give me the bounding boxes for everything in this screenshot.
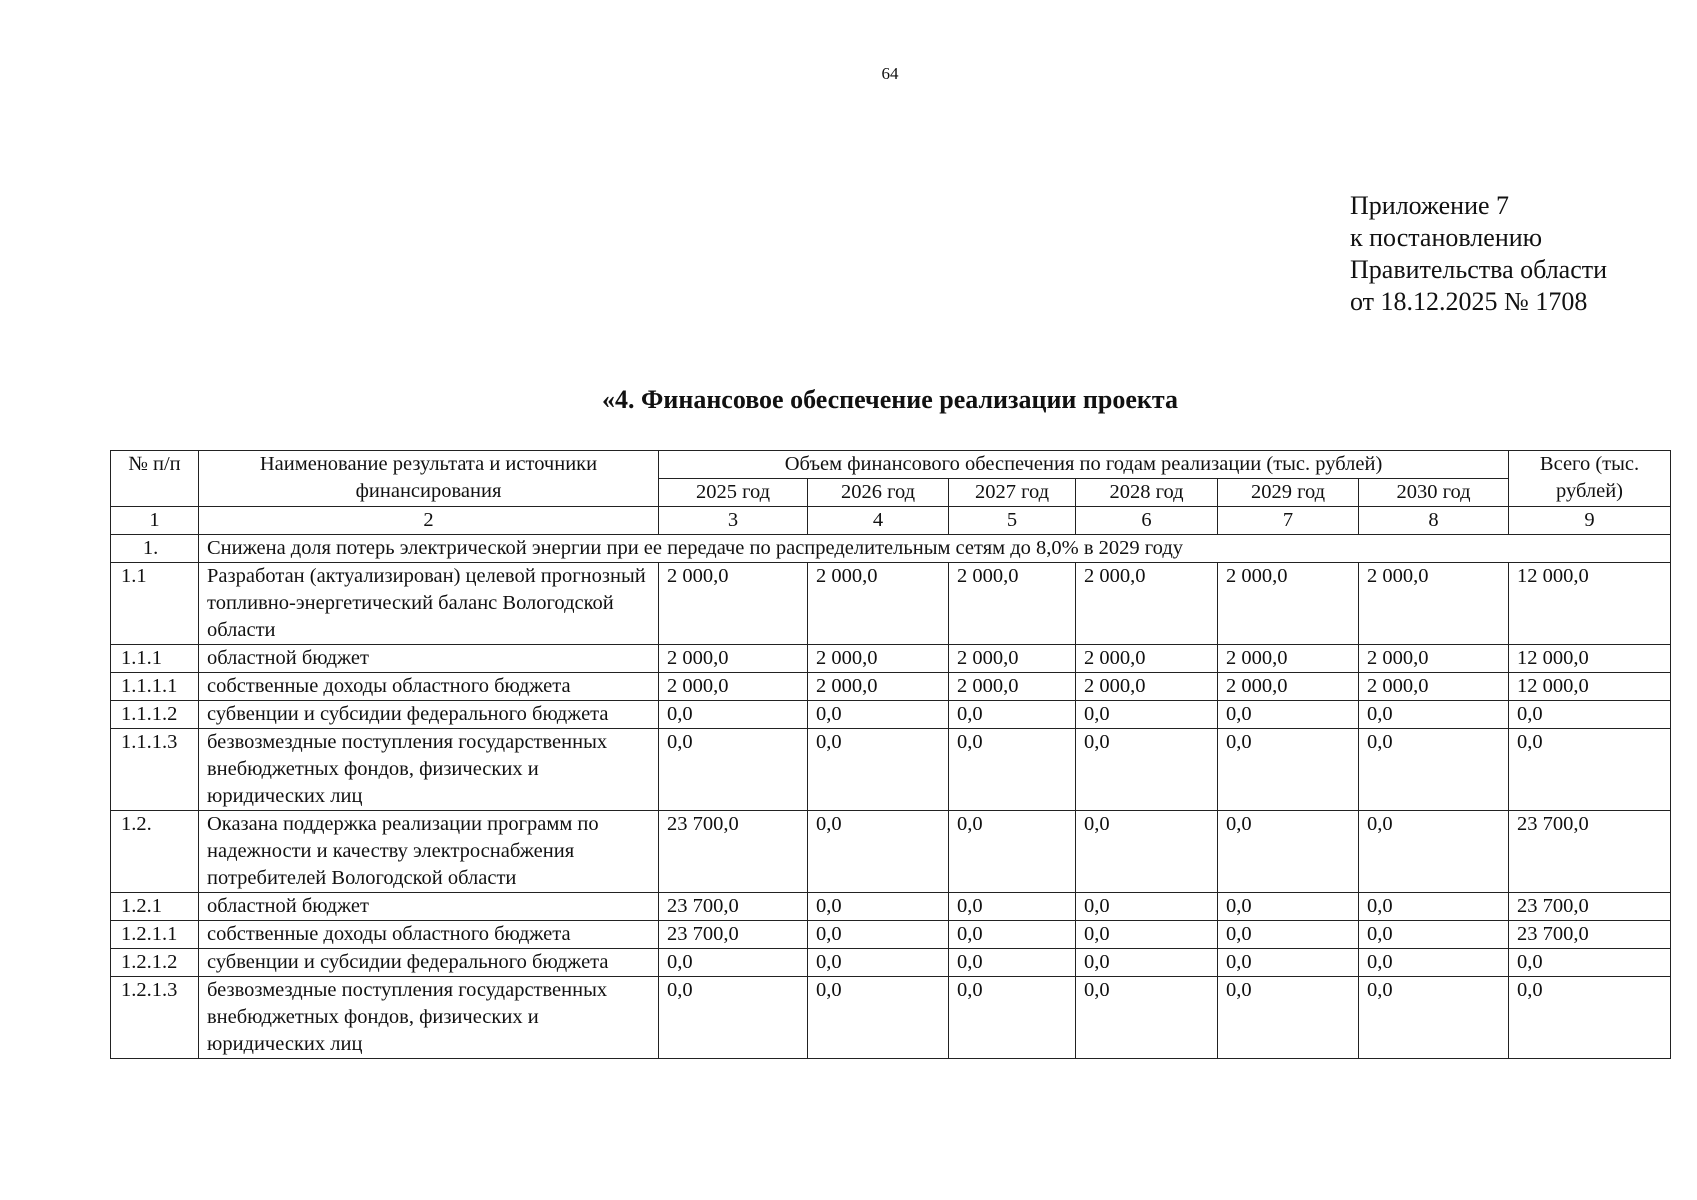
row-total: 23 700,0 (1509, 893, 1671, 921)
section-row (111, 535, 1671, 563)
column-number: 9 (1509, 507, 1671, 535)
page-number: 64 (881, 64, 899, 83)
row-value: 0,0 (949, 893, 1076, 921)
table-row (111, 977, 1671, 1059)
header-no: № п/п (111, 451, 199, 507)
header-year: 2026 год (808, 479, 949, 507)
table-row (111, 563, 1671, 645)
row-name: Разработан (актуализирован) целевой прогнозный топливно-энергетический баланс Вологодской области (199, 563, 659, 645)
row-value: 0,0 (1076, 893, 1218, 921)
column-number: 5 (949, 507, 1076, 535)
row-name: субвенции и субсидии федерального бюджета (199, 949, 659, 977)
table-row (111, 949, 1671, 977)
row-total: 23 700,0 (1509, 811, 1671, 893)
row-name: собственные доходы областного бюджета (199, 673, 659, 701)
header-year: 2029 год (1218, 479, 1359, 507)
row-value: 0,0 (1359, 893, 1509, 921)
row-number: 1.2. (111, 811, 199, 893)
table-row (111, 893, 1671, 921)
row-value: 0,0 (1076, 977, 1218, 1059)
appendix-line: от 18.12.2025 № 1708 (1350, 287, 1588, 316)
row-value: 0,0 (949, 921, 1076, 949)
table-row (111, 701, 1671, 729)
table-row (111, 673, 1671, 701)
appendix-line: Правительства области (1350, 255, 1608, 284)
section-number: 1. (111, 535, 199, 563)
row-number: 1.1.1.3 (111, 729, 199, 811)
row-name: областной бюджет (199, 645, 659, 673)
row-value: 0,0 (1218, 729, 1359, 811)
row-value: 0,0 (1359, 811, 1509, 893)
row-value: 2 000,0 (1359, 645, 1509, 673)
row-value: 0,0 (1218, 921, 1359, 949)
row-value: 23 700,0 (659, 921, 808, 949)
row-number: 1.2.1 (111, 893, 199, 921)
appendix-line: Приложение 7 (1350, 191, 1510, 220)
appendix-line: к постановлению (1350, 223, 1543, 252)
row-value: 0,0 (1218, 811, 1359, 893)
row-value: 2 000,0 (1218, 563, 1359, 645)
row-value: 0,0 (808, 729, 949, 811)
row-value: 0,0 (1218, 949, 1359, 977)
row-value: 0,0 (1359, 729, 1509, 811)
row-value: 0,0 (949, 701, 1076, 729)
row-value: 23 700,0 (659, 893, 808, 921)
row-value: 0,0 (949, 811, 1076, 893)
column-number: 8 (1359, 507, 1509, 535)
column-number: 6 (1076, 507, 1218, 535)
header-total: Всего (тыс. рублей) (1509, 451, 1671, 507)
row-value: 2 000,0 (808, 673, 949, 701)
column-number: 3 (659, 507, 808, 535)
row-value: 0,0 (1076, 729, 1218, 811)
document-title: «4. Финансовое обеспечение реализации проекта (602, 385, 1178, 414)
row-value: 2 000,0 (949, 563, 1076, 645)
row-value: 2 000,0 (1076, 673, 1218, 701)
row-value: 0,0 (1359, 701, 1509, 729)
row-total: 12 000,0 (1509, 673, 1671, 701)
table-row (111, 729, 1671, 811)
row-value: 2 000,0 (1076, 563, 1218, 645)
header-year: 2028 год (1076, 479, 1218, 507)
row-total: 12 000,0 (1509, 563, 1671, 645)
row-value: 2 000,0 (659, 563, 808, 645)
header-volume: Объем финансового обеспечения по годам реализации (тыс. рублей) (659, 451, 1509, 479)
row-value: 0,0 (808, 811, 949, 893)
header-name: Наименование результата и источники финансирования (199, 451, 659, 507)
column-number: 4 (808, 507, 949, 535)
header-year: 2027 год (949, 479, 1076, 507)
column-number: 2 (199, 507, 659, 535)
row-total: 23 700,0 (1509, 921, 1671, 949)
row-value: 0,0 (808, 893, 949, 921)
header-year: 2025 год (659, 479, 808, 507)
row-value: 0,0 (1218, 893, 1359, 921)
row-value: 2 000,0 (949, 673, 1076, 701)
row-value: 2 000,0 (1359, 673, 1509, 701)
header-year: 2030 год (1359, 479, 1509, 507)
row-value: 0,0 (1359, 949, 1509, 977)
row-value: 0,0 (659, 729, 808, 811)
row-total: 0,0 (1509, 701, 1671, 729)
row-value: 0,0 (659, 701, 808, 729)
row-value: 0,0 (1076, 949, 1218, 977)
row-name: областной бюджет (199, 893, 659, 921)
row-name: Оказана поддержка реализации программ по надежности и качеству электроснабжения потребителей Вологодской области (199, 811, 659, 893)
row-value: 23 700,0 (659, 811, 808, 893)
row-value: 0,0 (1359, 977, 1509, 1059)
table-row (111, 645, 1671, 673)
row-value: 0,0 (808, 949, 949, 977)
financing-table (110, 450, 1671, 1059)
row-value: 0,0 (1076, 921, 1218, 949)
row-number: 1.2.1.2 (111, 949, 199, 977)
row-value: 0,0 (949, 729, 1076, 811)
row-value: 0,0 (949, 949, 1076, 977)
row-number: 1.1 (111, 563, 199, 645)
row-number: 1.1.1.2 (111, 701, 199, 729)
row-number: 1.2.1.1 (111, 921, 199, 949)
row-value: 2 000,0 (808, 563, 949, 645)
row-name: безвозмездные поступления государственных внебюджетных фондов, физических и юридических лиц (199, 977, 659, 1059)
row-value: 2 000,0 (1359, 563, 1509, 645)
row-value: 2 000,0 (1218, 645, 1359, 673)
row-name: безвозмездные поступления государственных внебюджетных фондов, физических и юридических лиц (199, 729, 659, 811)
row-name: собственные доходы областного бюджета (199, 921, 659, 949)
row-value: 0,0 (1218, 977, 1359, 1059)
row-value: 0,0 (808, 701, 949, 729)
row-value: 2 000,0 (949, 645, 1076, 673)
row-value: 0,0 (659, 949, 808, 977)
table-row (111, 811, 1671, 893)
row-value: 0,0 (1359, 921, 1509, 949)
row-number: 1.1.1.1 (111, 673, 199, 701)
row-value: 2 000,0 (1218, 673, 1359, 701)
row-total: 0,0 (1509, 977, 1671, 1059)
row-total: 12 000,0 (1509, 645, 1671, 673)
row-value: 0,0 (1218, 701, 1359, 729)
row-name: субвенции и субсидии федерального бюджета (199, 701, 659, 729)
row-value: 0,0 (949, 977, 1076, 1059)
row-value: 0,0 (808, 921, 949, 949)
appendix-block (1350, 190, 1607, 318)
row-value: 2 000,0 (659, 645, 808, 673)
section-title: Снижена доля потерь электрической энергии при ее передаче по распределительным сетям до 8,0% в 2029 году (199, 535, 1671, 563)
row-total: 0,0 (1509, 949, 1671, 977)
row-number: 1.1.1 (111, 645, 199, 673)
column-number: 7 (1218, 507, 1359, 535)
row-value: 2 000,0 (1076, 645, 1218, 673)
column-number: 1 (111, 507, 199, 535)
row-value: 2 000,0 (659, 673, 808, 701)
table-row (111, 921, 1671, 949)
row-value: 0,0 (808, 977, 949, 1059)
row-value: 2 000,0 (808, 645, 949, 673)
row-value: 0,0 (1076, 811, 1218, 893)
row-number: 1.2.1.3 (111, 977, 199, 1059)
row-value: 0,0 (1076, 701, 1218, 729)
row-total: 0,0 (1509, 729, 1671, 811)
row-value: 0,0 (659, 977, 808, 1059)
